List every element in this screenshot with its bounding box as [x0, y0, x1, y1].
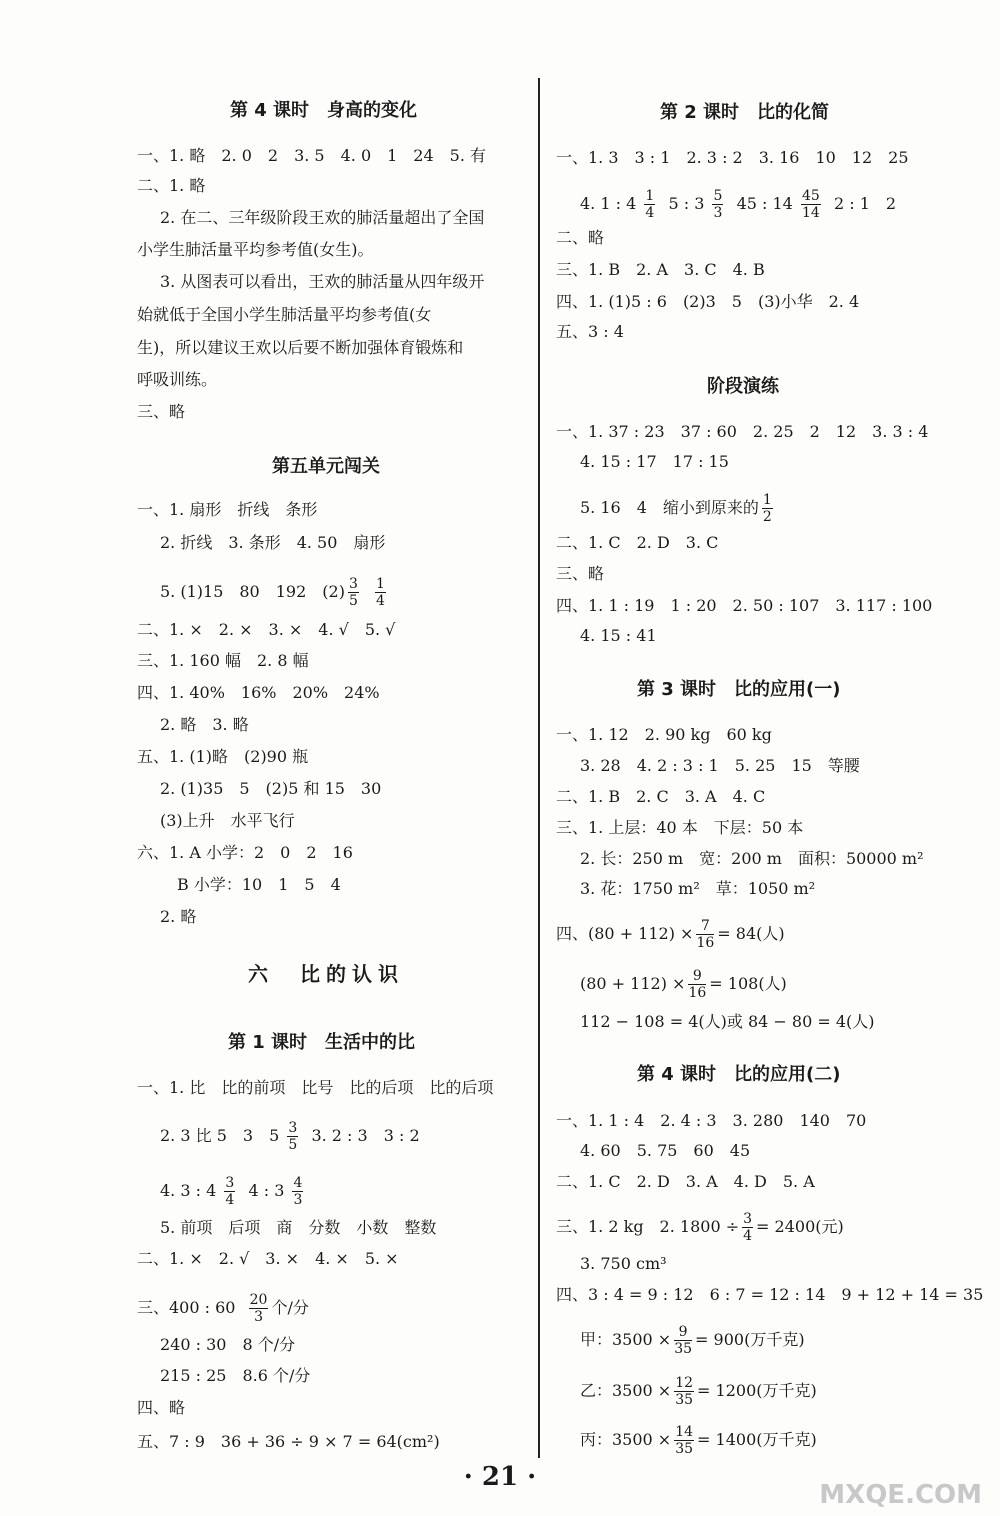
answer-line: 二、1. 略 — [137, 176, 206, 195]
answer-line: 二、1. × 2. × 3. × 4. √ 5. √ — [137, 620, 396, 639]
answer-line: 三、1. 2 kg 2. 1800 ÷ $\frac{3}{4}$ = 2400(元) — [556, 1211, 844, 1244]
answer-line: 4. 60 5. 75 60 45 — [580, 1141, 751, 1160]
answer-line: 五、7 : 9 36 + 36 ÷ 9 × 7 = 64(cm²) — [137, 1432, 440, 1451]
answer-line: 4. 15 : 41 — [580, 626, 657, 645]
watermark: MXQE.COM — [819, 1480, 982, 1510]
answer-line: 一、1. 12 2. 90 kg 60 kg — [556, 725, 772, 744]
answer-line: 5. 16 4 缩小到原来的 $\frac{1}{2}$ — [580, 492, 772, 525]
answer-line: 丙：3500 × $\frac{14}{35}$ = 1400(万千克) — [580, 1424, 817, 1457]
answer-line: 一、1. 37 : 23 37 : 60 2. 25 2 12 3. 3 : 4 — [556, 422, 929, 441]
answer-line: 三、1. 160 幅 2. 8 幅 — [137, 651, 309, 670]
answer-line: 乙：3500 × $\frac{12}{35}$ = 1200(万千克) — [580, 1375, 817, 1408]
section-title-application-2: 第 4 课时 比的应用(二) — [637, 1064, 841, 1085]
fraction: $\frac{3}{5}$ — [288, 1120, 298, 1153]
answer-line: 四、3 : 4 = 9 : 12 6 : 7 = 12 : 14 9 + 12 + 14 = 35 — [556, 1285, 984, 1304]
answer-line: 四、略 — [137, 1398, 186, 1417]
fraction: $\frac{1}{2}$ — [762, 492, 772, 525]
answer-line: 四、1. (1)5 : 6 (2)3 5 (3)小华 2. 4 — [556, 292, 860, 311]
fraction: $\frac{7}{16}$ — [696, 918, 715, 951]
answer-line: 3. 750 cm³ — [580, 1254, 667, 1273]
answer-line: 4. 15 : 17 17 : 15 — [580, 452, 729, 471]
answer-line: 五、3 : 4 — [556, 322, 624, 341]
answer-line: 三、400 : 60 $\frac{20}{3}$ 个/分 — [137, 1292, 309, 1325]
fraction: $\frac{45}{14}$ — [801, 188, 820, 221]
answer-line: 2. 略 — [160, 907, 197, 926]
fraction: $\frac{9}{16}$ — [688, 968, 707, 1001]
answer-line: 六、1. A 小学：2 0 2 16 — [137, 843, 353, 862]
answer-line: 一、1. 扇形 折线 条形 — [137, 500, 318, 519]
answer-line: (80 + 112) × $\frac{9}{16}$ = 108(人) — [580, 968, 787, 1001]
fraction: $\frac{9}{35}$ — [674, 1324, 693, 1357]
section-title-life-ratio: 第 1 课时 生活中的比 — [228, 1032, 416, 1053]
answer-line: 一、1. 3 3 : 1 2. 3 : 2 3. 16 10 12 25 — [556, 148, 909, 167]
answer-line: 三、略 — [137, 402, 186, 421]
answer-line: 生)，所以建议王欢以后要不断加强体育锻炼和 — [137, 338, 464, 357]
answer-line: 112 − 108 = 4(人)或 84 − 80 = 4(人) — [580, 1012, 875, 1031]
answer-line: 三、1. 上层：40 本 下层：50 本 — [556, 818, 804, 837]
answer-line: 三、1. B 2. A 3. C 4. B — [556, 260, 765, 279]
answer-line: 二、1. C 2. D 3. A 4. D 5. A — [556, 1172, 815, 1191]
section-title-simplify: 第 2 课时 比的化简 — [660, 102, 830, 123]
answer-line: 小学生肺活量平均参考值(女生)。 — [137, 240, 374, 259]
fraction: $\frac{3}{4}$ — [225, 1175, 235, 1208]
answer-line: 二、略 — [556, 228, 605, 247]
answer-line: 四、(80 + 112) × $\frac{7}{16}$ = 84(人) — [556, 918, 785, 951]
fraction: $\frac{3}{4}$ — [743, 1211, 753, 1244]
answer-line: 2. 略 3. 略 — [160, 715, 249, 734]
answer-line: 四、1. 40% 16% 20% 24% — [137, 683, 380, 702]
fraction: $\frac{12}{35}$ — [675, 1375, 694, 1408]
answer-line: 二、1. B 2. C 3. A 4. C — [556, 787, 766, 806]
answer-line: 4. 1 : 4 $\frac{1}{4}$ 5 : 3 $\frac{5}{3}$ 45 : 14 $\frac{45}{14}$ 2 : 1 2 — [580, 188, 897, 221]
chapter-title: 六 比的认识 — [248, 962, 404, 986]
answer-line: 2. 3 比 5 3 5 $\frac{3}{5}$ 3. 2 : 3 3 : 2 — [160, 1120, 420, 1153]
page-number: · 21 · — [463, 1462, 537, 1492]
answer-line: 一、1. 1 : 4 2. 4 : 3 3. 280 140 70 — [556, 1111, 867, 1130]
answer-line: B 小学：10 1 5 4 — [177, 875, 341, 894]
answer-line: 4. 3 : 4 $\frac{3}{4}$ 4 : 3 $\frac{4}{3}$ — [160, 1175, 303, 1208]
fraction: $\frac{14}{35}$ — [675, 1424, 694, 1457]
answer-line: 四、1. 1 : 19 1 : 20 2. 50 : 107 3. 117 : 100 — [556, 596, 933, 615]
answer-line: 一、1. 比 比的前项 比号 比的后项 比的后项 — [137, 1078, 494, 1097]
section-title-height-change: 第 4 课时 身高的变化 — [230, 100, 418, 121]
answer-line: 一、1. 略 2. 0 2 3. 5 4. 0 1 24 5. 有 — [137, 146, 487, 165]
fraction: $\frac{3}{5}$ — [348, 576, 358, 609]
fraction: $\frac{1}{4}$ — [376, 576, 385, 609]
answer-line: 三、略 — [556, 564, 605, 583]
column-divider — [538, 78, 540, 1458]
answer-line: 2. 长：250 m 宽：200 m 面积：50000 m² — [580, 849, 924, 868]
section-title-unit5: 第五单元闯关 — [272, 456, 380, 477]
answer-line: 215 : 25 8.6 个/分 — [160, 1366, 311, 1385]
answer-line: 甲：3500 × $\frac{9}{35}$ = 900(万千克) — [580, 1324, 805, 1357]
answer-line: 呼吸训练。 — [137, 370, 218, 389]
fraction: $\frac{4}{3}$ — [293, 1175, 303, 1208]
answer-line: 3. 从图表可以看出，王欢的肺活量从四年级开 — [160, 272, 485, 291]
answer-line: 3. 28 4. 2 : 3 : 1 5. 25 15 等腰 — [580, 756, 860, 775]
section-title-stage-practice: 阶段演练 — [707, 376, 779, 397]
answer-line: 240 : 30 8 个/分 — [160, 1335, 296, 1354]
answer-line: 5. 前项 后项 商 分数 小数 整数 — [160, 1218, 437, 1237]
answer-line: 二、1. C 2. D 3. C — [556, 533, 719, 552]
fraction: $\frac{20}{3}$ — [249, 1292, 268, 1325]
answer-line: 2. (1)35 5 (2)5 和 15 30 — [160, 779, 382, 798]
section-title-application-1: 第 3 课时 比的应用(一) — [637, 679, 841, 700]
answer-line: 五、1. (1)略 (2)90 瓶 — [137, 747, 309, 766]
answer-line: 5. (1)15 80 192 (2) $\frac{3}{5}$ $\frac{1}{4}$ — [160, 576, 385, 609]
answer-line: (3)上升 水平飞行 — [160, 811, 295, 830]
answer-line: 2. 折线 3. 条形 4. 50 扇形 — [160, 533, 386, 552]
answer-line: 3. 花：1750 m² 草：1050 m² — [580, 879, 816, 898]
fraction: $\frac{1}{4}$ — [645, 188, 655, 221]
answer-line: 始就低于全国小学生肺活量平均参考值(女 — [137, 305, 432, 324]
fraction: $\frac{5}{3}$ — [713, 188, 723, 221]
answer-line: 2. 在二、三年级阶段王欢的肺活量超出了全国 — [160, 208, 485, 227]
answer-line: 二、1. × 2. √ 3. × 4. × 5. × — [137, 1249, 399, 1268]
